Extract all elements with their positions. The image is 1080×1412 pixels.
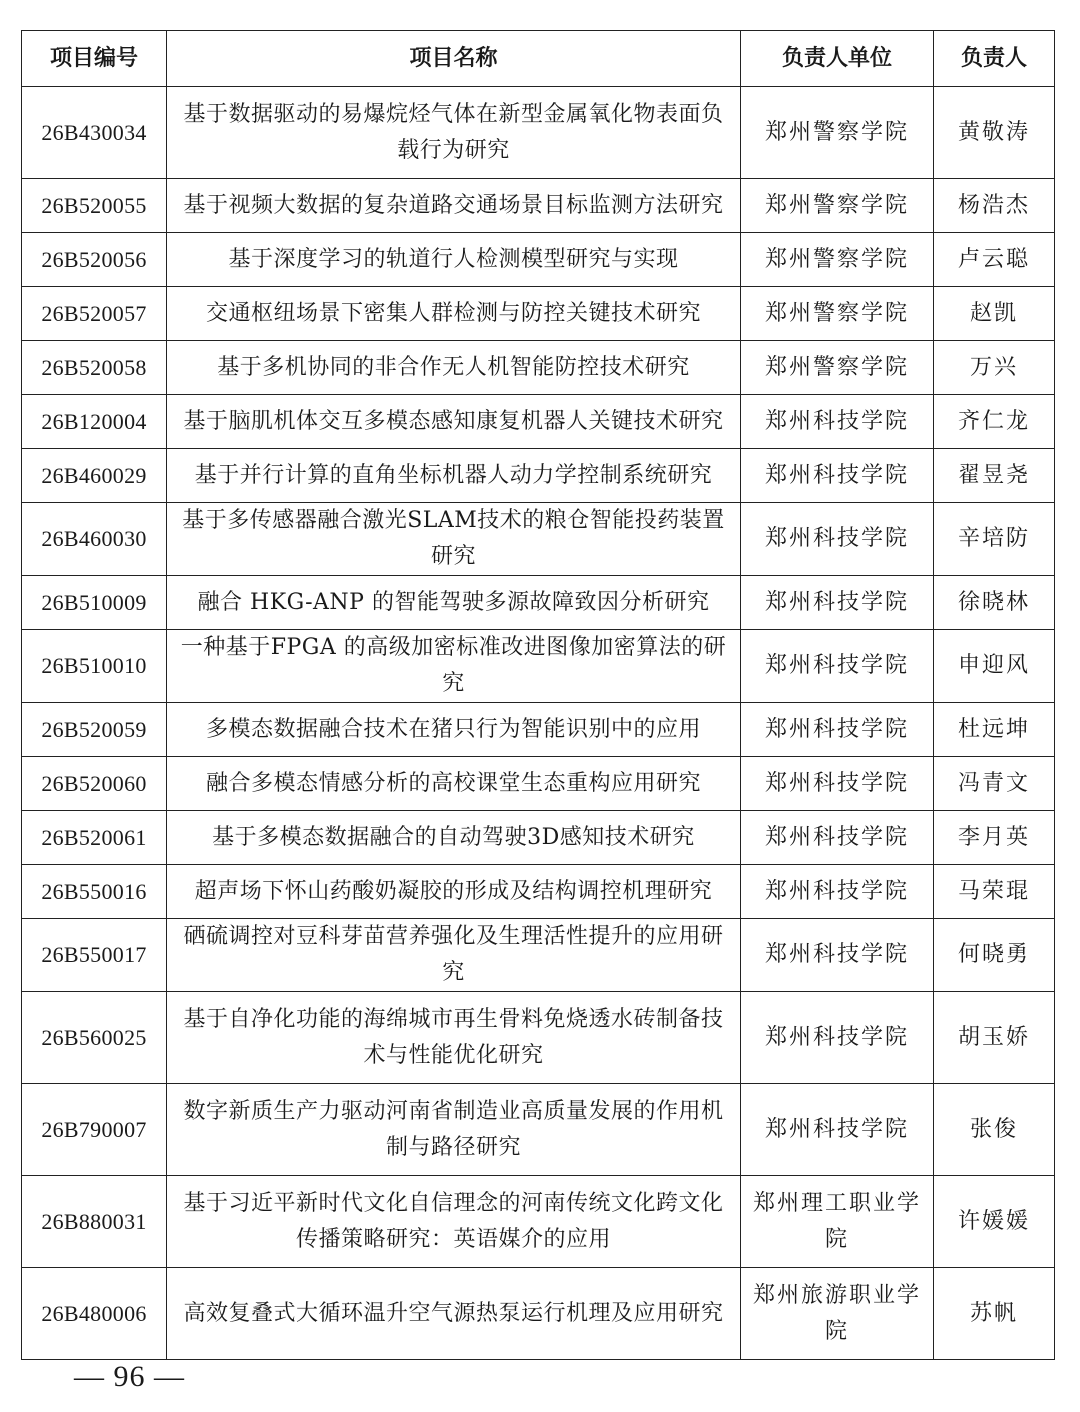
responsible-unit-cell: 郑州科技学院	[741, 630, 934, 703]
table-row	[22, 233, 1055, 287]
project-name-cell: 基于深度学习的轨道行人检测模型研究与实现	[167, 233, 741, 287]
header-project-name: 项目名称	[167, 31, 741, 87]
responsible-person-cell: 胡玉娇	[934, 992, 1055, 1084]
responsible-unit-cell: 郑州警察学院	[741, 233, 934, 287]
project-table	[21, 30, 1055, 1360]
project-code-cell: 26B520058	[22, 341, 167, 395]
project-name-cell: 交通枢纽场景下密集人群检测与防控关键技术研究	[167, 287, 741, 341]
table-row	[22, 179, 1055, 233]
table-body	[22, 87, 1055, 1360]
responsible-person-cell: 冯青文	[934, 757, 1055, 811]
responsible-unit-cell: 郑州科技学院	[741, 576, 934, 630]
project-code-cell: 26B790007	[22, 1084, 167, 1176]
table-row	[22, 811, 1055, 865]
responsible-unit-cell: 郑州旅游职业学院	[741, 1268, 934, 1360]
responsible-unit-cell: 郑州科技学院	[741, 757, 934, 811]
project-name-cell: 基于并行计算的直角坐标机器人动力学控制系统研究	[167, 449, 741, 503]
responsible-person-cell: 李月英	[934, 811, 1055, 865]
project-code-cell: 26B480006	[22, 1268, 167, 1360]
project-code-cell: 26B550017	[22, 919, 167, 992]
project-name-cell: 硒硫调控对豆科芽苗营养强化及生理活性提升的应用研究	[167, 919, 741, 992]
responsible-unit-cell: 郑州科技学院	[741, 919, 934, 992]
project-name-cell: 基于数据驱动的易爆烷烃气体在新型金属氧化物表面负载行为研究	[167, 87, 741, 179]
responsible-unit-cell: 郑州警察学院	[741, 87, 934, 179]
project-name-cell: 基于自净化功能的海绵城市再生骨料免烧透水砖制备技术与性能优化研究	[167, 992, 741, 1084]
project-name-cell: 基于多机协同的非合作无人机智能防控技术研究	[167, 341, 741, 395]
project-name-cell: 数字新质生产力驱动河南省制造业高质量发展的作用机制与路径研究	[167, 1084, 741, 1176]
responsible-person-cell: 卢云聪	[934, 233, 1055, 287]
responsible-unit-cell: 郑州科技学院	[741, 865, 934, 919]
table-row	[22, 630, 1055, 703]
responsible-person-cell: 申迎风	[934, 630, 1055, 703]
responsible-unit-cell: 郑州科技学院	[741, 395, 934, 449]
responsible-unit-cell: 郑州警察学院	[741, 179, 934, 233]
responsible-unit-cell: 郑州科技学院	[741, 449, 934, 503]
header-responsible-unit: 负责人单位	[741, 31, 934, 87]
table-row	[22, 757, 1055, 811]
table-row	[22, 992, 1055, 1084]
responsible-person-cell: 许媛媛	[934, 1176, 1055, 1268]
table-row	[22, 576, 1055, 630]
responsible-person-cell: 辛培防	[934, 503, 1055, 576]
project-code-cell: 26B460030	[22, 503, 167, 576]
project-code-cell: 26B510009	[22, 576, 167, 630]
project-name-cell: 基于习近平新时代文化自信理念的河南传统文化跨文化传播策略研究：英语媒介的应用	[167, 1176, 741, 1268]
responsible-person-cell: 杜远坤	[934, 703, 1055, 757]
project-name-cell: 多模态数据融合技术在猪只行为智能识别中的应用	[167, 703, 741, 757]
project-name-cell: 高效复叠式大循环温升空气源热泵运行机理及应用研究	[167, 1268, 741, 1360]
table-row	[22, 395, 1055, 449]
table-row	[22, 865, 1055, 919]
responsible-person-cell: 张俊	[934, 1084, 1055, 1176]
project-name-cell: 融合多模态情感分析的高校课堂生态重构应用研究	[167, 757, 741, 811]
project-code-cell: 26B460029	[22, 449, 167, 503]
responsible-unit-cell: 郑州科技学院	[741, 1084, 934, 1176]
responsible-person-cell: 翟昱尧	[934, 449, 1055, 503]
project-name-cell: 基于视频大数据的复杂道路交通场景目标监测方法研究	[167, 179, 741, 233]
project-code-cell: 26B120004	[22, 395, 167, 449]
project-code-cell: 26B520056	[22, 233, 167, 287]
responsible-unit-cell: 郑州科技学院	[741, 811, 934, 865]
table-row	[22, 919, 1055, 992]
project-name-cell: 基于多传感器融合激光SLAM技术的粮仓智能投药装置研究	[167, 503, 741, 576]
header-project-code: 项目编号	[22, 31, 167, 87]
project-name-cell: 一种基于FPGA 的高级加密标准改进图像加密算法的研究	[167, 630, 741, 703]
responsible-person-cell: 马荣琨	[934, 865, 1055, 919]
project-code-cell: 26B550016	[22, 865, 167, 919]
responsible-unit-cell: 郑州理工职业学院	[741, 1176, 934, 1268]
project-name-cell: 基于多模态数据融合的自动驾驶3D感知技术研究	[167, 811, 741, 865]
responsible-unit-cell: 郑州科技学院	[741, 703, 934, 757]
table-header-row	[22, 31, 1055, 87]
header-responsible-person: 负责人	[934, 31, 1055, 87]
project-name-cell: 融合 HKG-ANP 的智能驾驶多源故障致因分析研究	[167, 576, 741, 630]
responsible-person-cell: 黄敬涛	[934, 87, 1055, 179]
project-code-cell: 26B560025	[22, 992, 167, 1084]
table-row	[22, 1268, 1055, 1360]
responsible-unit-cell: 郑州科技学院	[741, 503, 934, 576]
responsible-unit-cell: 郑州警察学院	[741, 287, 934, 341]
project-code-cell: 26B510010	[22, 630, 167, 703]
responsible-person-cell: 齐仁龙	[934, 395, 1055, 449]
responsible-person-cell: 何晓勇	[934, 919, 1055, 992]
table-row	[22, 1176, 1055, 1268]
project-code-cell: 26B880031	[22, 1176, 167, 1268]
responsible-unit-cell: 郑州警察学院	[741, 341, 934, 395]
table-row	[22, 341, 1055, 395]
project-code-cell: 26B520057	[22, 287, 167, 341]
responsible-person-cell: 万兴	[934, 341, 1055, 395]
responsible-person-cell: 赵凯	[934, 287, 1055, 341]
table-row	[22, 87, 1055, 179]
table-row	[22, 503, 1055, 576]
project-code-cell: 26B520055	[22, 179, 167, 233]
project-code-cell: 26B520061	[22, 811, 167, 865]
project-code-cell: 26B520059	[22, 703, 167, 757]
project-code-cell: 26B430034	[22, 87, 167, 179]
page-number: — 96 —	[74, 1360, 185, 1393]
responsible-person-cell: 徐晓林	[934, 576, 1055, 630]
table-row	[22, 703, 1055, 757]
project-name-cell: 超声场下怀山药酸奶凝胶的形成及结构调控机理研究	[167, 865, 741, 919]
table-row	[22, 1084, 1055, 1176]
responsible-person-cell: 苏帆	[934, 1268, 1055, 1360]
project-name-cell: 基于脑肌机体交互多模态感知康复机器人关键技术研究	[167, 395, 741, 449]
table-row	[22, 287, 1055, 341]
table-row	[22, 449, 1055, 503]
responsible-unit-cell: 郑州科技学院	[741, 992, 934, 1084]
project-code-cell: 26B520060	[22, 757, 167, 811]
responsible-person-cell: 杨浩杰	[934, 179, 1055, 233]
